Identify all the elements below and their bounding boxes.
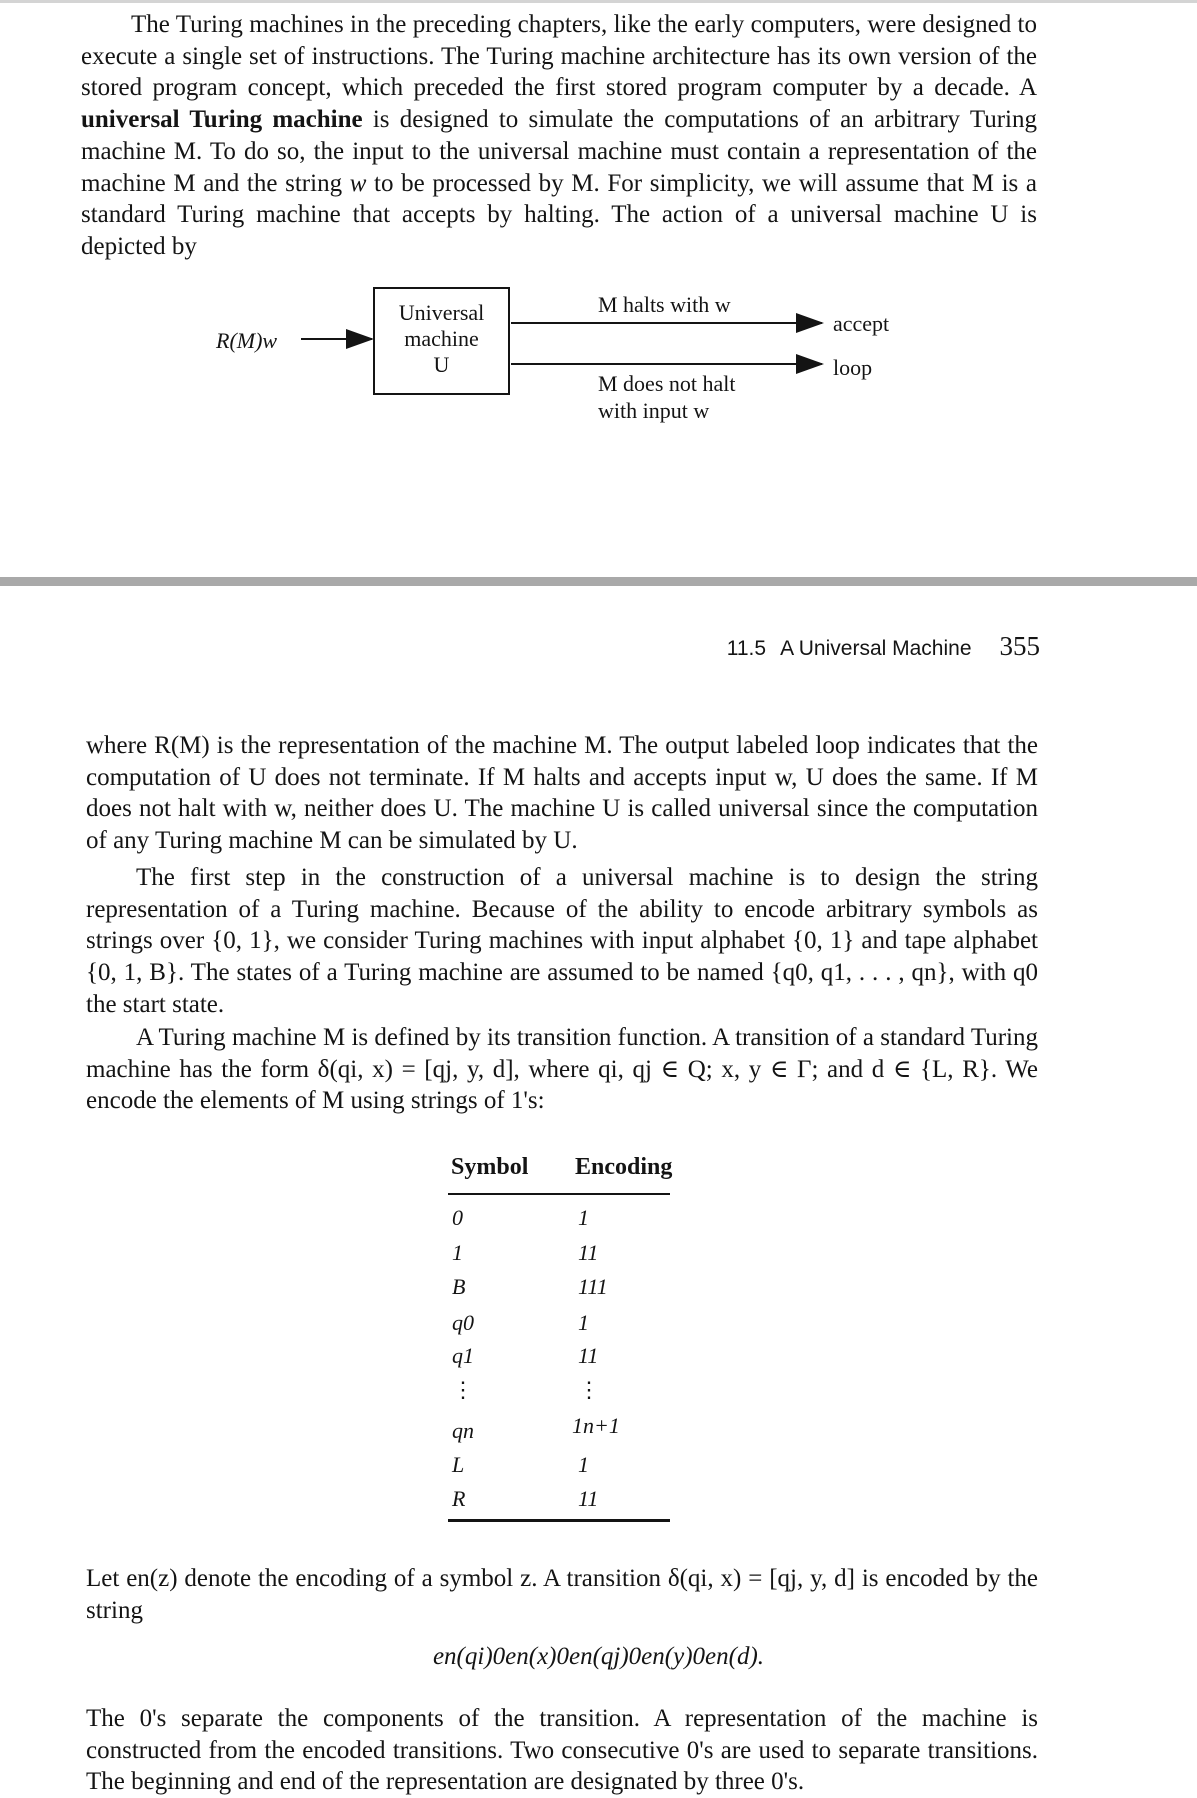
universal-machine-diagram (0, 0, 1197, 580)
table-cell-symbol: q0 (452, 1310, 474, 1335)
table-bottom-rule (448, 1519, 670, 1522)
no-halt-label (598, 370, 736, 424)
table-cell-encoding: 11 (578, 1343, 599, 1368)
transition-encoding-formula: en(qi)0en(x)0en(qj)0en(y)0en(d). (432, 1643, 765, 1670)
header-symbol: Symbol (451, 1154, 529, 1180)
table-cell-encoding: 1 (578, 1205, 589, 1230)
paragraph-encoding-definition: Let en(z) denote the encoding of a symbol z. A transition δ(qi, x) = [qj, y, d] is encoded by the string (86, 1565, 1038, 1624)
page-number: 355 (999, 631, 1040, 661)
intro-text-2: is designed to simulate the computations of an arbitrary Turing machine M. To do so, the input to the universal machine must contain a representation of the machine M and the string (81, 106, 1037, 197)
table-cell-symbol: 1 (452, 1240, 463, 1265)
no-halt-line-2: with input w (598, 398, 710, 423)
universal-machine-box-label (373, 300, 510, 378)
accept-label: accept (833, 311, 890, 336)
table-cell-symbol: L (452, 1452, 465, 1477)
header-encoding: Encoding (575, 1154, 673, 1180)
table-cell-symbol: 0 (452, 1205, 463, 1230)
table-cell-encoding: ⋮ (578, 1377, 600, 1402)
table-cell-symbol: R (452, 1486, 466, 1511)
table-cell-encoding: 1 (578, 1310, 589, 1335)
box-line-2: machine (404, 326, 479, 351)
paragraph-first-step: The first step in the construction of a universal machine is to design the string representation of a Turing machine. Because of the ability to encode arbitrary symbols as strings over {0, 1}, we consider Turing machines with input alphabet {0, 1} and tape alphabet {0, 1, B}. The states of a Turing machine are assumed to be named {q0, q1, . . . , qn}, with q0 the start state. (86, 864, 1038, 1018)
universal-turing-machine-term: universal Turing machine (81, 106, 363, 134)
no-halt-line-1: M does not halt (598, 371, 736, 396)
paragraph-separators: The 0's separate the components of the transition. A representation of the machine is constructed from the encoded transitions. Two consecutive 0's are used to separate transitions. The beginning and end of the representation are designated by three 0's. (86, 1705, 1038, 1796)
table-cell-symbol: B (452, 1274, 466, 1299)
page-separator (0, 577, 1197, 586)
table-cell-encoding: 11 (578, 1486, 599, 1511)
section-title: A Universal Machine (780, 637, 972, 660)
table-cell-symbol: ⋮ (452, 1377, 474, 1402)
table-cell-encoding: 111 (578, 1274, 608, 1299)
section-number: 11.5 (726, 637, 767, 660)
encoding-table (448, 1150, 673, 1186)
encoding-table-header (448, 1150, 673, 1186)
box-line-3: U (433, 352, 450, 377)
paragraph-transition-function: A Turing machine M is defined by its transition function. A transition of a standard Turing machine has the form δ(qi, x) = [qj, y, d], where qi, qj ∈ Q; x, y ∈ Γ; and d ∈ {L, R}. We encode the elements of M using strings of 1's: (86, 1024, 1038, 1115)
table-cell-encoding: 1 (578, 1452, 589, 1477)
intro-text-3: to be processed by M. For simplicity, we will assume that M is a standard Turing machine that accepts by halting. The action of a universal machine U is depicted by (81, 169, 1037, 260)
running-head (600, 631, 1040, 662)
intro-text-1: The Turing machines in the preceding chapters, like the early computers, were designed to execute a single set of instructions. The Turing machine architecture has its own version of the stored program concept, which preceded the first stored program computer by a decade. A (81, 11, 1037, 102)
box-line-1: Universal (398, 300, 485, 325)
halt-label: M halts with w (598, 292, 731, 317)
table-top-rule (448, 1193, 670, 1195)
table-cell-symbol: q1 (452, 1343, 474, 1368)
diagram-input-label: R(M)w (216, 328, 278, 353)
intro-w-symbol: w (349, 169, 367, 197)
table-cell-symbol: qn (452, 1418, 474, 1443)
table-cell-encoding: 11 (578, 1240, 599, 1265)
paragraph-representation: where R(M) is the representation of the machine M. The output labeled loop indicates that the computation of U does not terminate. If M halts and accepts input w, U does the same. If M does not halt with w, neither does U. The machine U is called universal since the computation of any Turing machine M can be simulated by U. (86, 732, 1038, 855)
loop-label: loop (833, 355, 873, 380)
table-cell-encoding: 1n+1 (572, 1413, 620, 1438)
